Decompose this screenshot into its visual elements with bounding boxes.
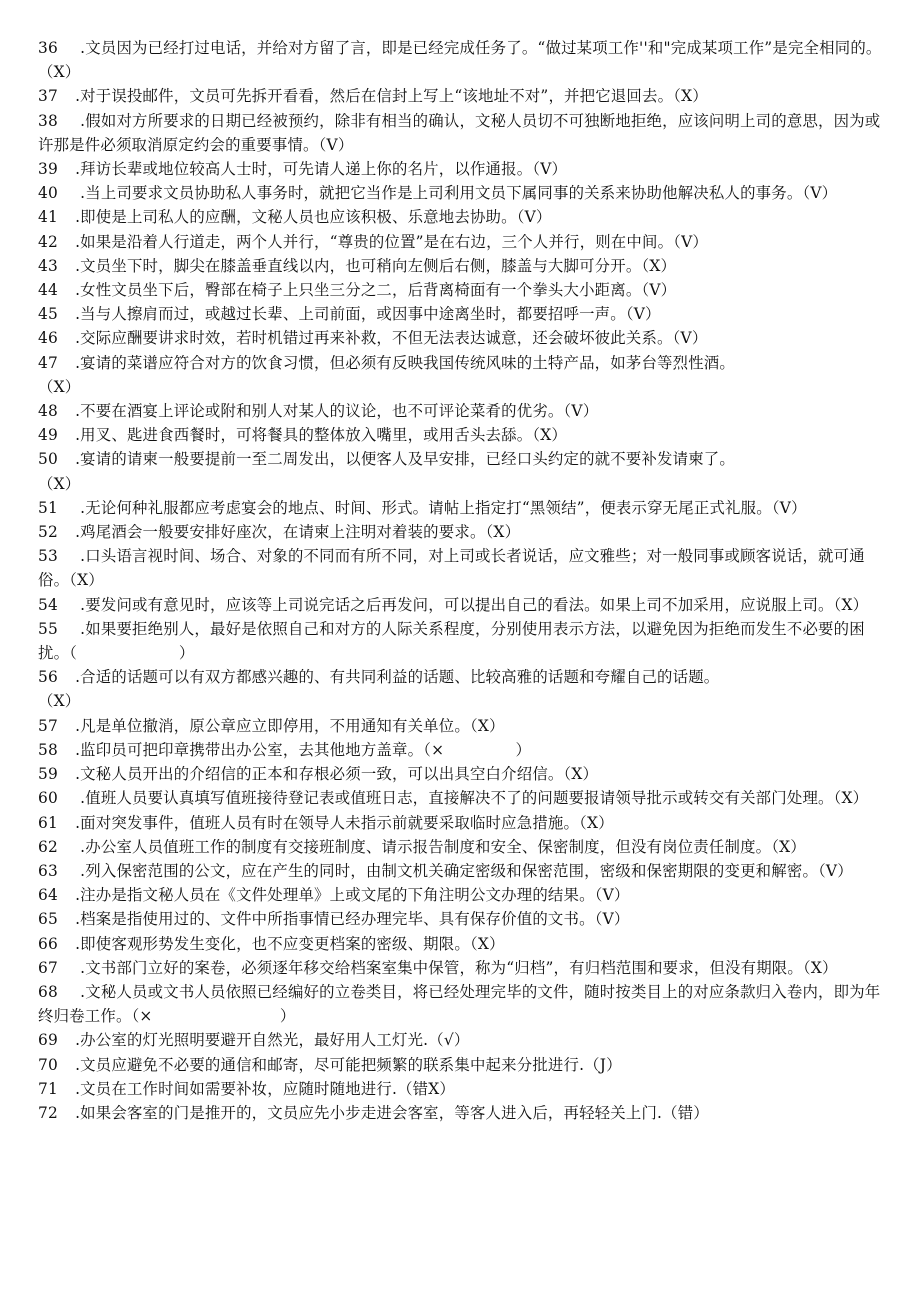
question-number: 51 bbox=[38, 498, 58, 517]
question-number: 54 bbox=[38, 595, 58, 614]
question-item bbox=[38, 520, 884, 544]
question-text: .如果会客室的门是推开的，文员应先小步走进会客室，等客人进入后，再轻轻关上门.（错） bbox=[70, 1103, 709, 1122]
question-number: 49 bbox=[38, 426, 58, 445]
question-number: 58 bbox=[38, 740, 58, 759]
question-number: 62 bbox=[38, 837, 58, 856]
question-text: .办公室的灯光照明要避开自然光，最好用人工灯光.（√） bbox=[70, 1031, 470, 1050]
question-item bbox=[38, 278, 884, 302]
question-number: 48 bbox=[38, 402, 58, 421]
question-number: 56 bbox=[38, 668, 58, 687]
question-number: 50 bbox=[38, 450, 58, 469]
question-number: 72 bbox=[38, 1103, 58, 1122]
question-item bbox=[38, 109, 884, 157]
question-text: .要发问或有意见时，应该等上司说完话之后再发问，可以提出自己的看法。如果上司不加采用，应说服上司。（X） bbox=[70, 595, 869, 614]
question-text: .值班人员要认真填写值班接待登记表或值班日志，直接解决不了的问题要报请领导批示或转交有关部门处理。（X） bbox=[70, 789, 869, 808]
question-text: .文员在工作时间如需要补妆，应随时随地进行.（错X） bbox=[70, 1079, 456, 1098]
question-item bbox=[38, 786, 884, 810]
question-text: .档案是指使用过的、文件中所指事情已经办理完毕、具有保存价值的文书。（V） bbox=[70, 910, 630, 929]
question-text: .当与人擦肩而过，或越过长辈、上司前面，或因事中途离坐时，都要招呼一声。（V） bbox=[70, 305, 661, 324]
question-item bbox=[38, 593, 884, 617]
question-item bbox=[38, 932, 884, 956]
question-item bbox=[38, 859, 884, 883]
question-item bbox=[38, 835, 884, 859]
question-text: .办公室人员值班工作的制度有交接班制度、请示报告制度和安全、保密制度，但没有岗位责任制度。（X） bbox=[70, 837, 806, 856]
question-text: .如果要拒绝别人，最好是依照自己和对方的人际关系程度，分别使用表示方法，以避免因为拒绝而发生不必要的困扰。（ ） bbox=[38, 619, 865, 663]
question-text: .监印员可把印章携带出办公室，去其他地方盖章。（× ） bbox=[70, 740, 532, 759]
question-number: 60 bbox=[38, 789, 58, 808]
question-item bbox=[38, 544, 884, 592]
question-text: .文员坐下时，脚尖在膝盖垂直线以内，也可稍向左侧后右侧，膝盖与大脚可分开。（X） bbox=[70, 256, 677, 275]
question-item bbox=[38, 1028, 884, 1052]
question-item bbox=[38, 956, 884, 980]
question-text: .凡是单位撤消，原公章应立即停用，不用通知有关单位。（X） bbox=[70, 716, 505, 735]
question-text: .不要在酒宴上评论或附和别人对某人的议论，也不可评论菜肴的优劣。（V） bbox=[70, 402, 599, 421]
question-number: 45 bbox=[38, 305, 58, 324]
question-item bbox=[38, 1053, 884, 1077]
question-number: 40 bbox=[38, 184, 58, 203]
question-number: 53 bbox=[38, 547, 58, 566]
question-text: .合适的话题可以有双方都感兴趣的、有共同利益的话题、比较高雅的话题和夸耀自己的话题。 （X） bbox=[38, 668, 720, 711]
question-text: .面对突发事件，值班人员有时在领导人未指示前就要采取临时应急措施。（X） bbox=[70, 813, 614, 832]
question-text: .即使客观形势发生变化，也不应变更档案的密级、期限。（X） bbox=[70, 934, 505, 953]
question-number: 71 bbox=[38, 1079, 58, 1098]
question-number: 36 bbox=[38, 39, 58, 57]
question-text: .无论何种礼服都应考虑宴会的地点、时间、形式。请帖上指定打“黑领结”，便表示穿无尾正式礼服。（V） bbox=[70, 498, 807, 517]
question-item bbox=[38, 254, 884, 278]
question-text: .用叉、匙进食西餐时，可将餐具的整体放入嘴里，或用舌头去舔。（X） bbox=[70, 426, 567, 445]
question-item bbox=[38, 181, 884, 205]
question-item bbox=[38, 1077, 884, 1101]
question-text: .注办是指文秘人员在《文件处理单》上或文尾的下角注明公文办理的结果。（V） bbox=[70, 886, 630, 905]
question-number: 63 bbox=[38, 861, 58, 880]
question-item bbox=[38, 883, 884, 907]
question-number: 69 bbox=[38, 1031, 58, 1050]
question-item bbox=[38, 738, 884, 762]
question-text: .文秘人员或文书人员依照已经编好的立卷类目，将已经处理完毕的文件，随时按类目上的对应条款归入卷内，即为年终归卷工作。（× ） bbox=[38, 982, 881, 1026]
question-text: .即使是上司私人的应酬，文秘人员也应该积极、乐意地去协助。（V） bbox=[70, 208, 552, 227]
question-item bbox=[38, 399, 884, 423]
question-item bbox=[38, 36, 884, 84]
question-number: 64 bbox=[38, 886, 58, 905]
question-item bbox=[38, 714, 884, 738]
question-item bbox=[38, 157, 884, 181]
question-item bbox=[38, 205, 884, 229]
question-text: .文秘人员开出的介绍信的正本和存根必须一致，可以出具空白介绍信。（X） bbox=[70, 765, 599, 784]
question-number: 39 bbox=[38, 160, 58, 179]
question-text: .如果是沿着人行道走，两个人并行，“尊贵的位置”是在右边，三个人并行，则在中间。（V） bbox=[70, 232, 708, 251]
question-number: 44 bbox=[38, 281, 58, 300]
question-item bbox=[38, 496, 884, 520]
question-item bbox=[38, 302, 884, 326]
question-text: .当上司要求文员协助私人事务时，就把它当作是上司利用文员下属同事的关系来协助他解决私人的事务。（V） bbox=[70, 184, 838, 203]
question-item bbox=[38, 762, 884, 786]
question-text: .交际应酬要讲求时效，若时机错过再来补救，不但无法表达诚意，还会破坏彼此关系。（V） bbox=[70, 329, 708, 348]
question-item bbox=[38, 326, 884, 350]
question-number: 43 bbox=[38, 256, 58, 275]
question-item bbox=[38, 1101, 884, 1125]
question-number: 52 bbox=[38, 523, 58, 542]
question-number: 42 bbox=[38, 232, 58, 251]
question-number: 59 bbox=[38, 765, 58, 784]
question-number: 67 bbox=[38, 958, 58, 977]
question-text: .宴请的菜谱应符合对方的饮食习惯，但必须有反映我国传统风味的土特产品，如茅台等烈性酒。 （X） bbox=[38, 353, 735, 396]
question-text: .女性文员坐下后，臀部在椅子上只坐三分之二，后背离椅面有一个拳头大小距离。（V） bbox=[70, 281, 677, 300]
question-text: .文员因为已经打过电话，并给对方留了言，即是已经完成任务了。“做过某项工作''和"完成某项工作”是完全相同的。（X） bbox=[38, 39, 882, 82]
question-number: 47 bbox=[38, 353, 58, 372]
question-text: .文员应避免不必要的通信和邮寄，尽可能把频繁的联系集中起来分批进行.（J） bbox=[70, 1055, 622, 1074]
question-number: 37 bbox=[38, 87, 58, 106]
question-text: .鸡尾酒会一般要安排好座次，在请柬上注明对着装的要求。（X） bbox=[70, 523, 521, 542]
question-item bbox=[38, 617, 884, 665]
question-number: 65 bbox=[38, 910, 58, 929]
question-item bbox=[38, 84, 884, 108]
question-item bbox=[38, 447, 884, 495]
question-number: 66 bbox=[38, 934, 58, 953]
question-number: 57 bbox=[38, 716, 58, 735]
question-text: .假如对方所要求的日期已经被预约，除非有相当的确认，文秘人员切不可独断地拒绝，应该问明上司的意思，因为或许那是件必须取消原定约会的重要事情。（V） bbox=[38, 111, 881, 154]
question-number: 41 bbox=[38, 208, 58, 227]
question-text: .宴请的请柬一般要提前一至二周发出，以便客人及早安排，已经口头约定的就不要补发请柬了。 （X） bbox=[38, 450, 735, 493]
question-item bbox=[38, 351, 884, 399]
question-text: .口头语言视时间、场合、对象的不同而有所不同，对上司或长者说话，应文雅些；对一般同事或顾客说话，就可通俗。（X） bbox=[38, 547, 865, 590]
question-text: .列入保密范围的公文，应在产生的同时，由制文机关确定密级和保密范围，密级和保密期限的变更和解密。（V） bbox=[70, 861, 853, 880]
question-item bbox=[38, 665, 884, 713]
question-item bbox=[38, 423, 884, 447]
question-number: 46 bbox=[38, 329, 58, 348]
question-item bbox=[38, 230, 884, 254]
question-number: 68 bbox=[38, 982, 58, 1001]
question-text: .文书部门立好的案卷，必须逐年移交给档案室集中保管，称为“归档”，有归档范围和要求，但没有期限。（X） bbox=[70, 958, 838, 977]
question-number: 55 bbox=[38, 619, 58, 638]
question-number: 70 bbox=[38, 1055, 58, 1074]
question-item bbox=[38, 907, 884, 931]
question-number: 61 bbox=[38, 813, 58, 832]
question-text: .对于误投邮件，文员可先拆开看看，然后在信封上写上“该地址不对”，并把它退回去。（X） bbox=[70, 87, 708, 106]
question-number: 38 bbox=[38, 111, 58, 130]
question-text: .拜访长辈或地位较高人士时，可先请人递上你的名片，以作通报。（V） bbox=[70, 160, 568, 179]
question-item bbox=[38, 980, 884, 1028]
question-item bbox=[38, 811, 884, 835]
